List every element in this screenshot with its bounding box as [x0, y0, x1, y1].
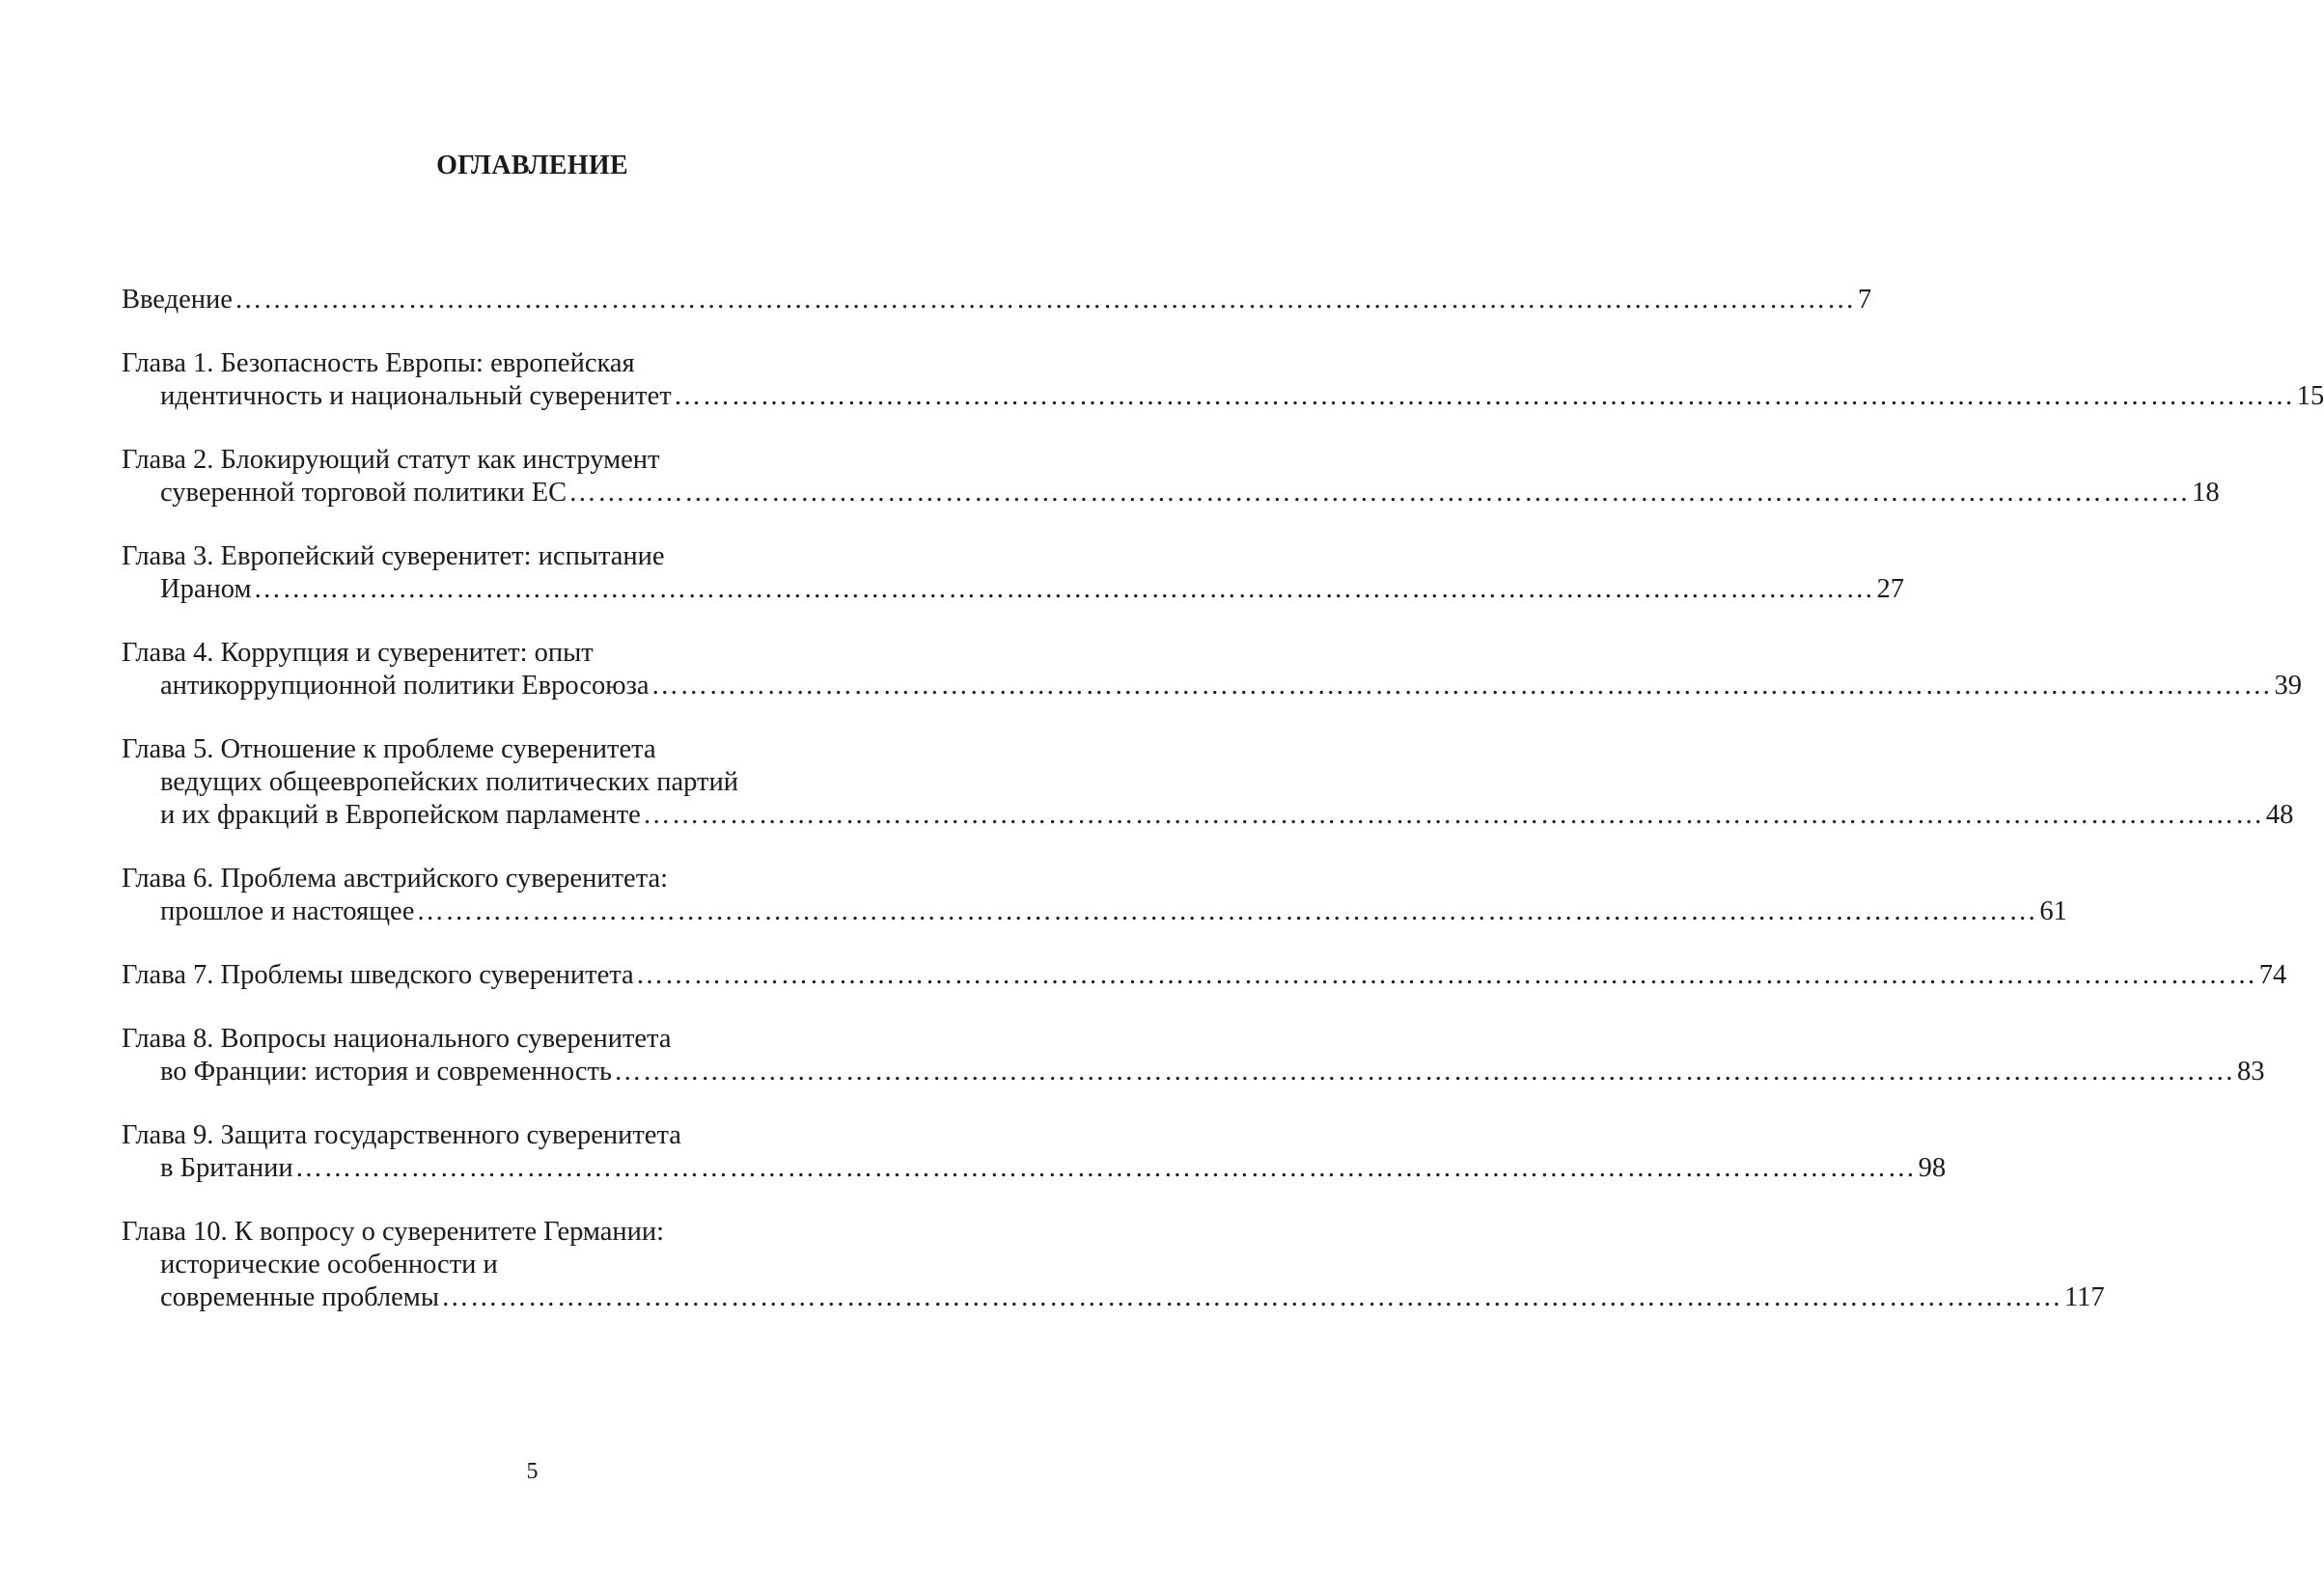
- toc-line: [122, 895, 2067, 928]
- toc-entry-chapter-2[interactable]: [122, 444, 2220, 509]
- toc-line: ведущих общеевропейских политических партий: [160, 767, 738, 797]
- toc-line: [122, 380, 2324, 413]
- dot-leader: ……………………………………………………………………………………………………………………………………………………: [650, 671, 2273, 701]
- toc-line: Глава 3. Европейский суверенитет: испытание: [122, 541, 665, 571]
- toc-entry-text: Ираном: [160, 574, 252, 604]
- toc-line: Глава 5. Отношение к проблеме суверенитета: [122, 734, 656, 764]
- dot-leader: ……………………………………………………………………………………………………………………………………………………: [673, 381, 2295, 411]
- toc-page-number: 74: [2258, 960, 2287, 990]
- toc-entry-introduction[interactable]: [122, 284, 1872, 316]
- toc-line: [122, 1281, 2105, 1314]
- toc-line: [122, 573, 1904, 606]
- toc-entry-text: современные проблемы: [160, 1282, 439, 1312]
- toc-entry-chapter-8[interactable]: [122, 1023, 2265, 1088]
- toc-entry-chapter-4[interactable]: [122, 637, 2302, 702]
- dot-leader: ……………………………………………………………………………………………………………………………………………………: [253, 574, 1875, 604]
- toc-page-number: 48: [2265, 800, 2294, 830]
- toc-line: [122, 1152, 1947, 1185]
- page-number: 5: [526, 1459, 539, 1484]
- dot-leader: ……………………………………………………………………………………………………………………………………………………: [613, 1057, 2235, 1087]
- toc-line: Глава 1. Безопасность Европы: европейская: [122, 348, 635, 378]
- toc-page-number: 27: [1876, 574, 1904, 604]
- toc-entry-text: антикоррупционной политики Евросоюза: [160, 671, 650, 701]
- toc-entry-chapter-5[interactable]: [122, 733, 2294, 832]
- toc-entry-text: прошлое и настоящее: [160, 896, 415, 926]
- dot-leader: ……………………………………………………………………………………………………………………………………………………: [642, 800, 2264, 830]
- toc-page-number: 117: [2063, 1282, 2105, 1312]
- toc-entry-text: в Британии: [160, 1153, 293, 1183]
- toc-entry-chapter-6[interactable]: [122, 863, 2067, 928]
- toc-line: [122, 1056, 2265, 1088]
- toc-page-number: 83: [2236, 1057, 2265, 1087]
- toc-line: Глава 4. Коррупция и суверенитет: опыт: [122, 638, 594, 668]
- toc-entry-chapter-7[interactable]: [122, 959, 2287, 992]
- toc-entry-text: и их фракций в Европейском парламенте: [160, 800, 641, 830]
- dot-leader: ……………………………………………………………………………………………………………………………………………………: [440, 1282, 2062, 1312]
- toc-entry-chapter-1[interactable]: [122, 347, 2324, 413]
- page-title: ОГЛАВЛЕНИЕ: [436, 151, 628, 180]
- toc-page-number: 18: [2192, 478, 2220, 508]
- toc-line: [122, 670, 2302, 702]
- dot-leader: ……………………………………………………………………………………………………………………………………………………: [294, 1153, 1917, 1183]
- toc-entry-text: Глава 7. Проблемы шведского суверенитета: [122, 960, 634, 990]
- toc-line: исторические особенности и: [160, 1250, 498, 1280]
- toc-entry-text: суверенной торговой политики ЕС: [160, 478, 567, 508]
- toc-entry-text: идентичность и национальный суверенитет: [160, 381, 672, 411]
- toc-line: Глава 10. К вопросу о суверенитете Германии:: [122, 1217, 665, 1247]
- dot-leader: ……………………………………………………………………………………………………………………………………………………: [568, 478, 2191, 508]
- toc-page-number: 61: [2039, 896, 2067, 926]
- toc-entry-chapter-9[interactable]: [122, 1119, 1947, 1185]
- toc-line: Глава 6. Проблема австрийского суверенитета:: [122, 864, 669, 894]
- toc-line: [122, 284, 1872, 316]
- toc-line: Глава 8. Вопросы национального суверенитета: [122, 1024, 672, 1054]
- toc-entry-chapter-10[interactable]: [122, 1216, 2105, 1314]
- toc-line: Глава 2. Блокирующий статут как инструмент: [122, 445, 660, 475]
- toc-page-number: 98: [1918, 1153, 1947, 1183]
- toc-line: [122, 799, 2294, 832]
- toc-page-number: 15: [2296, 381, 2324, 411]
- toc-entry-text: Введение: [122, 285, 233, 315]
- dot-leader: ……………………………………………………………………………………………………………………………………………………: [635, 960, 2257, 990]
- toc-entry-chapter-3[interactable]: [122, 540, 1904, 606]
- dot-leader: ……………………………………………………………………………………………………………………………………………………: [416, 896, 2038, 926]
- toc-line: Глава 9. Защита государственного суверенитета: [122, 1120, 681, 1150]
- dot-leader: ……………………………………………………………………………………………………………………………………………………: [234, 285, 1856, 315]
- toc-line: [122, 477, 2220, 509]
- toc-entry-text: во Франции: история и современность: [160, 1057, 612, 1087]
- toc-page-number: 7: [1857, 285, 1872, 315]
- toc-line: [122, 959, 2287, 992]
- toc-page-number: 39: [2274, 671, 2302, 701]
